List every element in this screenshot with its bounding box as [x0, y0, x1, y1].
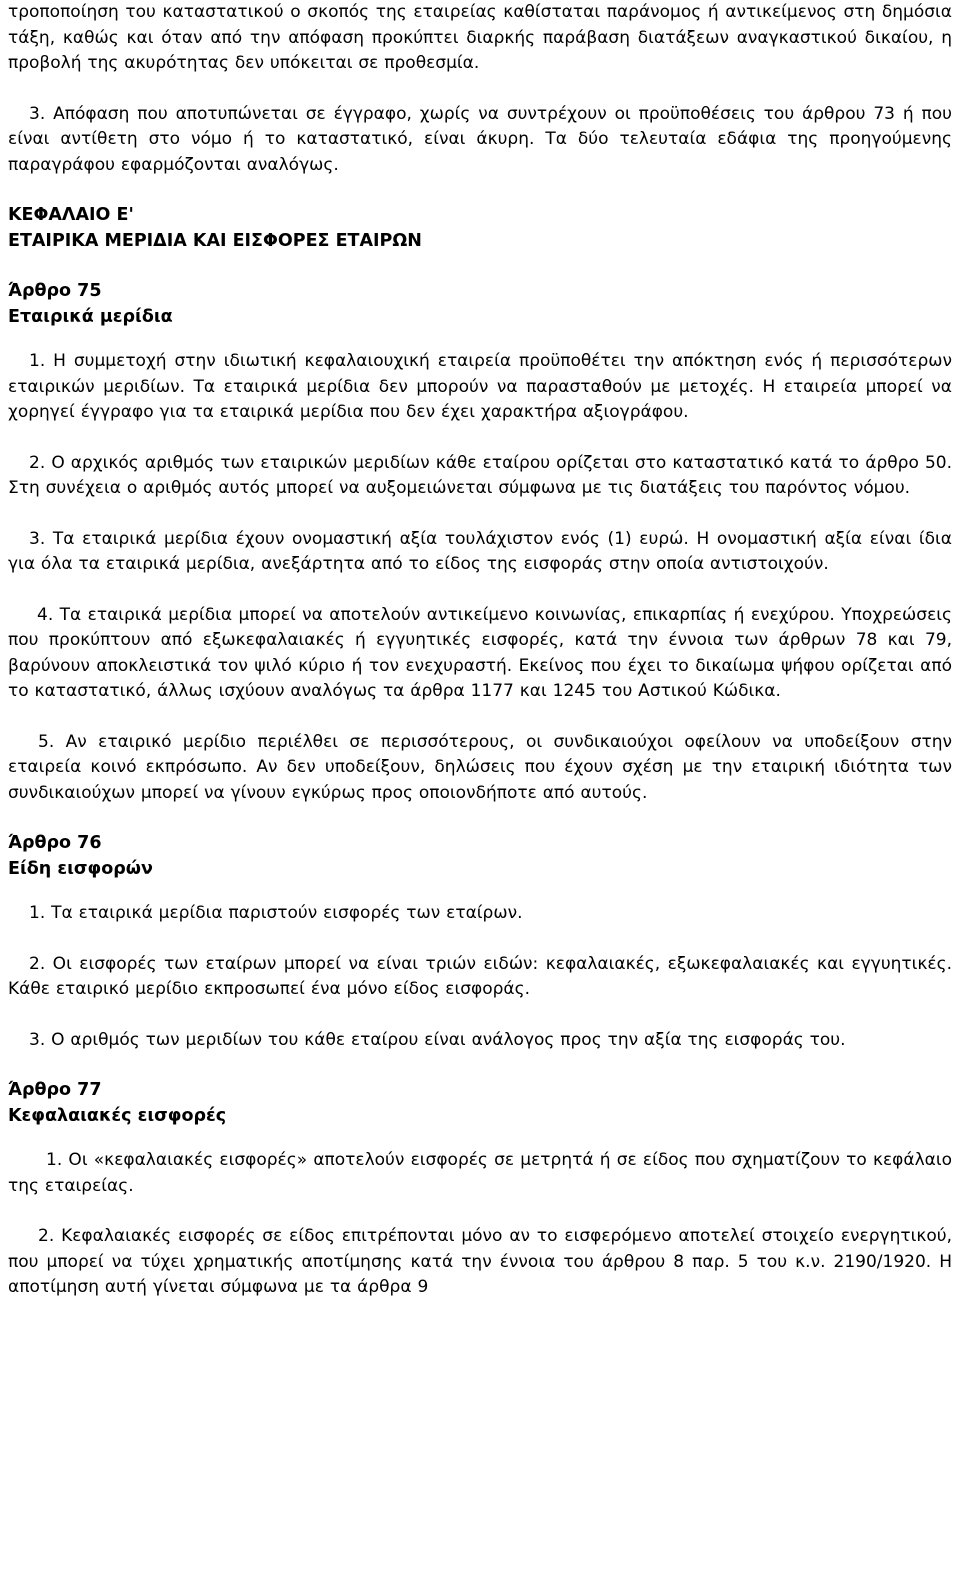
- paragraph-76-1: 1. Τα εταιρικά μερίδια παριστούν εισφορές των εταίρων.: [29, 903, 523, 923]
- spacer: [8, 578, 952, 603]
- spacer: [8, 1129, 952, 1148]
- spacer: [8, 330, 952, 349]
- paragraph-77-1: 1. Οι «κεφαλαιακές εισφορές» αποτελούν εισφορές σε μετρητά ή σε είδος που σχηματίζουν το κεφάλαιο της εταιρείας.: [8, 1150, 952, 1196]
- chapter-number: ΚΕΦΑΛΑΙΟ Ε': [8, 205, 134, 225]
- spacer: [8, 705, 952, 730]
- chapter-heading: [8, 203, 952, 254]
- article-number: Άρθρο 77: [8, 1080, 102, 1100]
- paragraph-76-3: 3. Ο αριθμός των μεριδίων του κάθε εταίρου είναι ανάλογος προς την αξία της εισφοράς του.: [29, 1029, 846, 1050]
- paragraph-75-2: 2. Ο αρχικός αριθμός των εταιρικών μεριδίων κάθε εταίρου ορίζεται στο καταστατικό κατά το άρθρο 50. Στη συνέχεια ο αριθμός αυτός μπορεί να αυξομειώνεται σύμφωνα με τις διατάξεις του παρόντος νόμου.: [8, 452, 952, 498]
- spacer: [8, 1003, 952, 1028]
- article-title: Είδη εισφορών: [8, 858, 153, 879]
- article-number: Άρθρο 75: [8, 281, 102, 301]
- article-75-heading: [8, 279, 952, 330]
- spacer: [8, 927, 952, 952]
- paragraph-75-3: 3. Τα εταιρικά μερίδια έχουν ονομαστική αξία τουλάχιστον ενός (1) ευρώ. Η ονομαστική αξία είναι ίδια για όλα τα εταιρικά μερίδια, ανεξάρτητα από το είδος της εισφοράς στην οποία αντιστοιχούν.: [8, 528, 952, 574]
- spacer: [8, 882, 952, 901]
- paragraph-74-3: 3. Απόφαση που αποτυπώνεται σε έγγραφο, χωρίς να συντρέχουν οι προϋποθέσεις του άρθρου 73 ή που είναι αντίθετη στο νόμο ή το καταστατικό, είναι άκυρη. Τα δύο τελευταία εδάφια της προηγούμενης παραγράφου εφαρμόζονται αναλόγως.: [8, 103, 952, 175]
- article-title: Κεφαλαιακές εισφορές: [8, 1105, 227, 1126]
- article-76-heading: [8, 831, 952, 882]
- spacer: [8, 502, 952, 527]
- article-77-heading: [8, 1078, 952, 1129]
- paragraph-77-2: 2. Κεφαλαιακές εισφορές σε είδος επιτρέπονται μόνο αν το εισφερόμενο αποτελεί στοιχείο ενεργητικού, που μπορεί να τύχει χρηματικής αποτίμησης κατά την έννοια του άρθρου 8 παρ. 5 του κ.ν. 2190/1920. Η αποτίμηση αυτή γίνεται σύμφωνα με τα άρθρα 9: [8, 1226, 952, 1297]
- paragraph-75-5: 5. Αν εταιρικό μερίδιο περιέλθει σε περισσότερους, οι συνδικαιούχοι οφείλουν να υποδείξουν στην εταιρεία κοινό εκπρόσωπο. Αν δεν υποδείξουν, δηλώσεις που έχουν σχέση με την εταιρική ιδιότητα των συνδικαιούχων μπορεί να γίνουν εγκύρως προς οποιονδήποτε από αυτούς.: [8, 731, 952, 803]
- spacer: [8, 806, 952, 831]
- paragraph-continuation: τροποποίηση του καταστατικού ο σκοπός της εταιρείας καθίσταται παράνομος ή αντικείμενος στη δημόσια τάξη, καθώς και όταν από την απόφαση προκύπτει διαρκής παράβαση διατάξεων αναγκαστικού δικαίου, η προβολή της ακυρότητας δεν υπόκειται σε προθεσμία.: [8, 2, 952, 73]
- article-number: Άρθρο 76: [8, 833, 102, 853]
- spacer: [8, 1053, 952, 1078]
- chapter-title: ΕΤΑΙΡΙΚΑ ΜΕΡΙΔΙΑ ΚΑΙ ΕΙΣΦΟΡΕΣ ΕΤΑΙΡΩΝ: [8, 230, 422, 251]
- paragraph-75-4: 4. Τα εταιρικά μερίδια μπορεί να αποτελούν αντικείμενο κοινωνίας, επικαρπίας ή ενεχύρου. Υποχρεώσεις που προκύπτουν από εξωκεφαλαιακές ή εγγυητικές εισφορές, κατά την έννοια των άρθρων 78 και 79, βαρύνουν αποκλειστικά τον ψιλό κύριο ή τον ενεχυραστή. Εκείνος που έχει το δικαίωμα ψήφου ορίζεται από το καταστατικό, άλλως ισχύουν αναλόγως τα άρθρα 1177 και 1245 του Αστικού Κώδικα.: [8, 604, 952, 701]
- spacer: [8, 77, 952, 102]
- article-title: Εταιρικά μερίδια: [8, 306, 173, 327]
- spacer: [8, 1199, 952, 1224]
- paragraph-75-1: 1. Η συμμετοχή στην ιδιωτική κεφαλαιουχική εταιρεία προϋποθέτει την απόκτηση ενός ή περισσότερων εταιρικών μεριδίων. Τα εταιρικά μερίδια δεν μπορούν να παρασταθούν με μετοχές. Η εταιρεία μπορεί να χορηγεί έγγραφο για τα εταιρικά μερίδια που δεν έχει χαρακτήρα αξιογράφου.: [8, 351, 952, 422]
- paragraph-76-2: 2. Οι εισφορές των εταίρων μπορεί να είναι τριών ειδών: κεφαλαιακές, εξωκεφαλαιακές και εγγυητικές. Κάθε εταιρικό μερίδιο εκπροσωπεί ένα μόνο είδος εισφοράς.: [8, 953, 952, 999]
- spacer: [8, 178, 952, 203]
- spacer: [8, 254, 952, 279]
- spacer: [8, 426, 952, 451]
